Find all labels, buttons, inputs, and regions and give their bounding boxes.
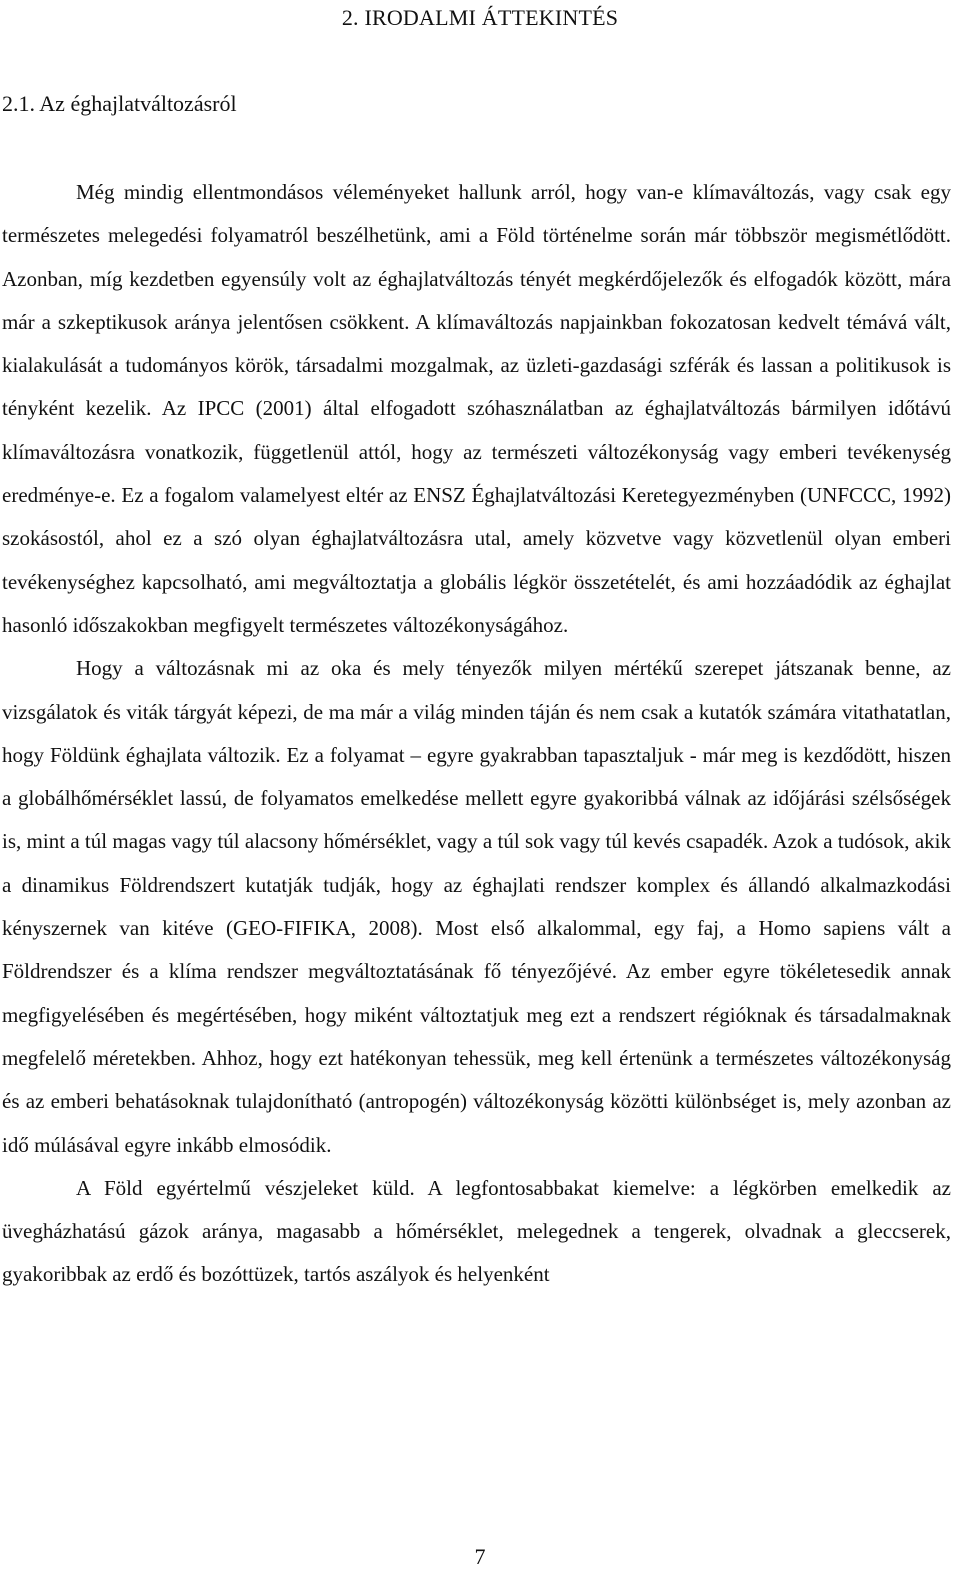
- page-number: 7: [474, 1544, 486, 1569]
- chapter-title: 2. IRODALMI ÁTTEKINTÉS: [341, 5, 619, 30]
- paragraph: Még mindig ellentmondásos véleményeket hallunk arról, hogy van-e klímaváltozás, vagy csak egy természetes melegedési folyamatról beszélhetünk, ami a Föld történelme során már többször megismétlődött. Azonban, míg kezdetben egyensúly volt az éghajlatváltozás tényét megkérdőjelezők és elfogadók között, mára már a szkeptikusok aránya jelentősen csökkent. A klímaváltozás napjainkban fokozatosan kedvelt témává vált, kialakulását a tudományos körök, társadalmi mozgalmak, az üzleti-gazdasági szférák és lassan a politikusok is tényként kezelik. Az IPCC (2001) által elfogadott szóhasználatban az éghajlatváltozás bármilyen időtávú klímaváltozásra vonatkozik, függetlenül attól, hogy az természeti változékonyság vagy emberi tevékenység eredménye-e. Ez a fogalom valamelyest eltér az ENSZ Éghajlatváltozási Keretegyezményben (UNFCCC, 1992) szokásostól, ahol ez a szó olyan éghajlatváltozásra utal, amely közvetve vagy közvetlenül olyan emberi tevékenységhez kapcsolható, ami megváltoztatja a globális légkör összetételét, és ami hozzáadódik az éghajlat hasonló időszakokban megfigyelt természetes változékonyságához.: [2, 180, 951, 637]
- paragraph: Hogy a változásnak mi az oka és mely tényezők milyen mértékű szerepet játszanak benne, az vizsgálatok és viták tárgyát képezi, de ma már a világ minden táján és nem csak a kutatók számára vitathatatlan, hogy Földünk éghajlata változik. Ez a folyamat – egyre gyakrabban tapasztaljuk - már meg is kezdődött, hiszen a globálhőmérséklet lassú, de folyamatos emelkedése mellett egyre gyakoribbá válnak az időjárási szélsőségek is, mint a túl magas vagy túl alacsony hőmérséklet, vagy a túl sok vagy túl kevés csapadék. Azok a tudósok, akik a dinamikus Földrendszert kutatják tudják, hogy az éghajlati rendszer komplex és állandó alkalmazkodási kényszernek van kitéve (GEO-FIFIKA, 2008). Most első alkalommal, egy faj, a Homo sapiens vált a Földrendszer és a klíma rendszer megváltoztatásának fő tényezőjévé. Az ember egyre tökéletesedik annak megfigyelésében és megértésében, hogy miként változtatjuk meg ezt a rendszert régióknak és társadalmaknak megfelelő méretekben. Ahhoz, hogy ezt hatékonyan tehessük, meg kell értenünk a természetes változékonyság és az emberi behatásoknak tulajdonítható (antropogén) változékonyság közötti különbséget is, mely azonban az idő múlásával egyre inkább elmosódik.: [2, 656, 951, 1157]
- paragraph: A Föld egyértelmű vészjeleket küld. A legfontosabbakat kiemelve: a légkörben emelkedik az üvegházhatású gázok aránya, magasabb a hőmérséklet, melegednek a tengerek, olvadnak a gleccserek, gyakoribbak az erdő és bozóttüzek, tartós aszályok és helyenként: [2, 1175, 951, 1287]
- body-text: [2, 171, 951, 1297]
- section-title: 2.1. Az éghajlatváltozásról: [2, 91, 237, 116]
